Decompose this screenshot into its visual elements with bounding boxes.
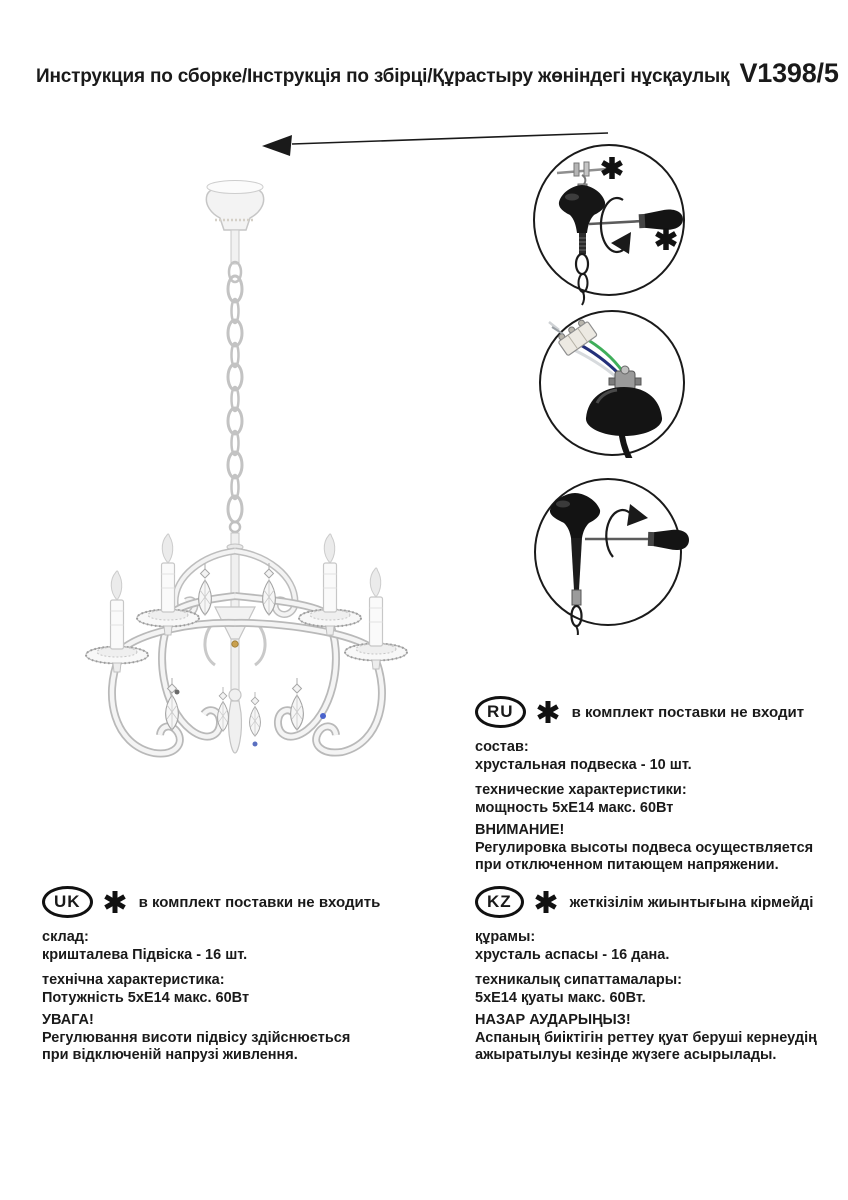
brass-detail xyxy=(232,641,238,647)
title-text: Инструкция по сборке/Інструкція по збірці/Құрастыру жөніндегі нұсқаулық xyxy=(36,66,730,87)
text-line: 5хЕ14 қуаты макс. 60Вт. xyxy=(475,989,646,1006)
text-line: склад: xyxy=(42,929,89,945)
asterisk-icon xyxy=(534,889,558,915)
not-included-note: в комплект поставки не входит xyxy=(571,703,805,721)
crystal-pendant xyxy=(291,678,304,730)
text-line: технічна характеристика: xyxy=(42,972,225,988)
lang-badge-kz: KZ xyxy=(475,886,524,918)
text-line: хрустальная подвеска - 10 шт. xyxy=(475,756,692,773)
model-number: V1398/5 xyxy=(739,58,839,88)
text-line: УВАГА! xyxy=(42,1012,94,1028)
lang-badge-ru: RU xyxy=(475,696,526,728)
text-line: при отключенном питающем напряжении. xyxy=(475,857,779,873)
blue-crystal-bead xyxy=(253,742,258,747)
step1-fix-canopy-figure xyxy=(531,142,701,312)
not-included-note: в комплект поставки не входить xyxy=(138,893,381,911)
text-line: Регулювання висоти підвісу здійснюється xyxy=(42,1029,351,1046)
blue-crystal-bead xyxy=(320,713,326,719)
crystal-pendant xyxy=(199,563,212,615)
crystal-pendant xyxy=(250,692,261,736)
chandelier-photo xyxy=(65,155,445,815)
lang-badge-uk: UK xyxy=(42,886,93,918)
candle-socket xyxy=(137,534,199,635)
text-line: при відключеній напрузі живлення. xyxy=(42,1047,298,1063)
dark-bead xyxy=(175,690,180,695)
step2-wiring-figure xyxy=(537,308,687,458)
text-line: ВНИМАНИЕ! xyxy=(475,822,565,838)
text-line: ажыратылуы кезінде жүзеге асырылады. xyxy=(475,1047,777,1063)
text-line: НАЗАР АУДАРЫҢЫЗ! xyxy=(475,1012,631,1028)
text-line: техникалық сипаттамалары: xyxy=(475,972,682,988)
text-line: Аспаның биіктігін реттеу қуат беруші кернеудің xyxy=(475,1029,817,1046)
text-line: мощность 5хЕ14 макс. 60Вт xyxy=(475,799,674,816)
coupler-icon xyxy=(572,590,581,605)
candle-socket xyxy=(299,534,361,635)
canopy-rod xyxy=(231,230,239,264)
asterisk-icon xyxy=(103,889,127,915)
text-line: кришталева Підвіска - 16 шт. xyxy=(42,946,248,963)
text-line: хрусталь аспасы - 16 дана. xyxy=(475,946,670,963)
page-title xyxy=(36,58,839,89)
section-kz xyxy=(475,886,847,1065)
text-line: Потужність 5хЕ14 макс. 60Вт xyxy=(42,989,250,1006)
crystal-pendant xyxy=(218,687,229,731)
threaded-rod-icon xyxy=(579,233,586,254)
section-uk xyxy=(42,886,447,1065)
asterisk-icon xyxy=(536,699,560,725)
text-line: Регулировка высоты подвеса осуществляется xyxy=(475,839,814,856)
text-line: құрамы: xyxy=(475,929,536,945)
section-ru xyxy=(475,696,847,875)
text-line: технические характеристики: xyxy=(475,782,687,798)
crystal-pendant xyxy=(263,563,276,615)
ceiling-cup xyxy=(206,181,263,231)
text-line: состав: xyxy=(475,739,529,755)
not-included-note: жеткізілім жиынтығына кірмейді xyxy=(569,893,814,911)
hanging-chain xyxy=(228,262,242,522)
step3-height-adjust-figure xyxy=(533,477,691,635)
